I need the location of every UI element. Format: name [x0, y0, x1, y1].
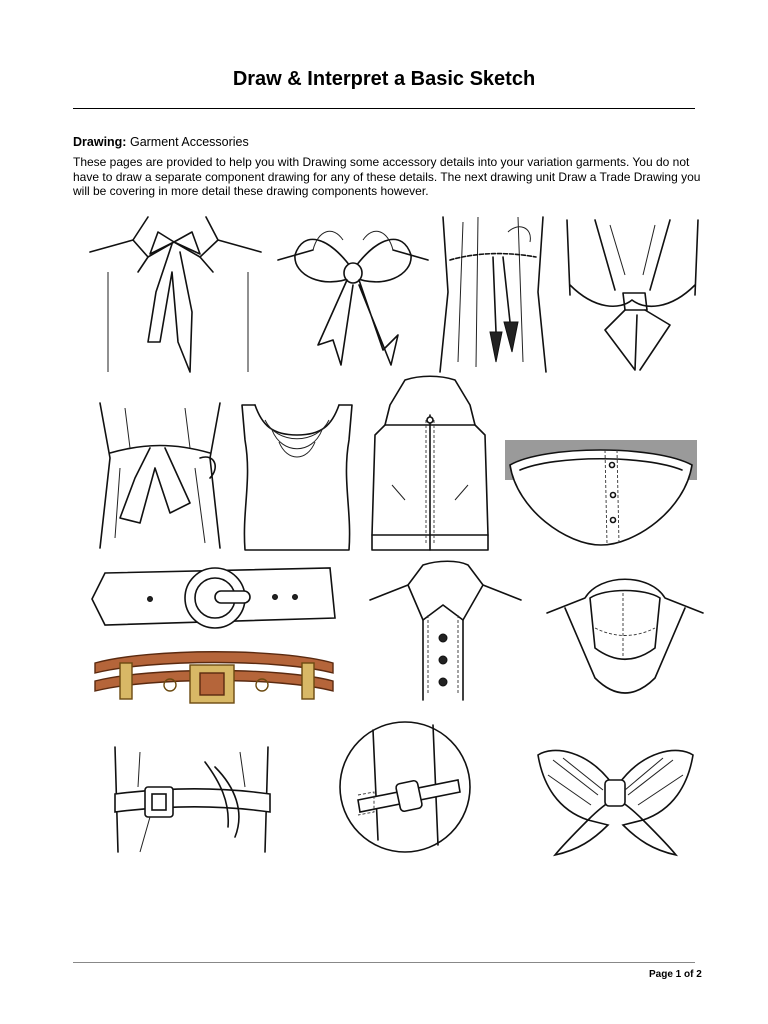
section-heading-text: Garment Accessories: [129, 135, 249, 149]
footer-divider: [73, 962, 695, 963]
round-buckle-belt-sketch: [90, 563, 338, 635]
hooded-jacket-front-sketch: [368, 560, 523, 700]
cowl-neck-top-sketch: [237, 400, 357, 555]
buckle-detail-circle-sketch: [338, 720, 473, 855]
hood-neckline-sketch: [545, 568, 705, 703]
section-heading: [73, 135, 249, 149]
page-number: Page 1 of 2: [649, 969, 702, 980]
page-title: Draw & Interpret a Basic Sketch: [232, 68, 536, 90]
cord-belt-tassel-sketch: [438, 212, 548, 377]
scarf-knot-sketch: [565, 215, 700, 375]
belted-waist-sketch: [110, 742, 275, 857]
leather-double-belt-sketch: [90, 643, 338, 708]
neck-tie-bow-sketch: [88, 212, 263, 377]
intro-paragraph: These pages are provided to help you with Drawing some accessory details into your variation garments. You do not have to draw a separate component drawing for any of these details. The next drawing unit Draw a Trade Drawing you will be covering in more detail these drawing components however.: [73, 155, 701, 198]
hair-bow-sketch: [533, 740, 698, 858]
hooded-vest-sketch: [370, 375, 490, 553]
section-heading-label: Drawing:: [73, 135, 127, 149]
large-bow-sketch: [273, 215, 433, 375]
hood-back-sketch: [505, 440, 697, 550]
tied-waist-sketch: [95, 398, 225, 553]
header-divider: [73, 108, 695, 109]
